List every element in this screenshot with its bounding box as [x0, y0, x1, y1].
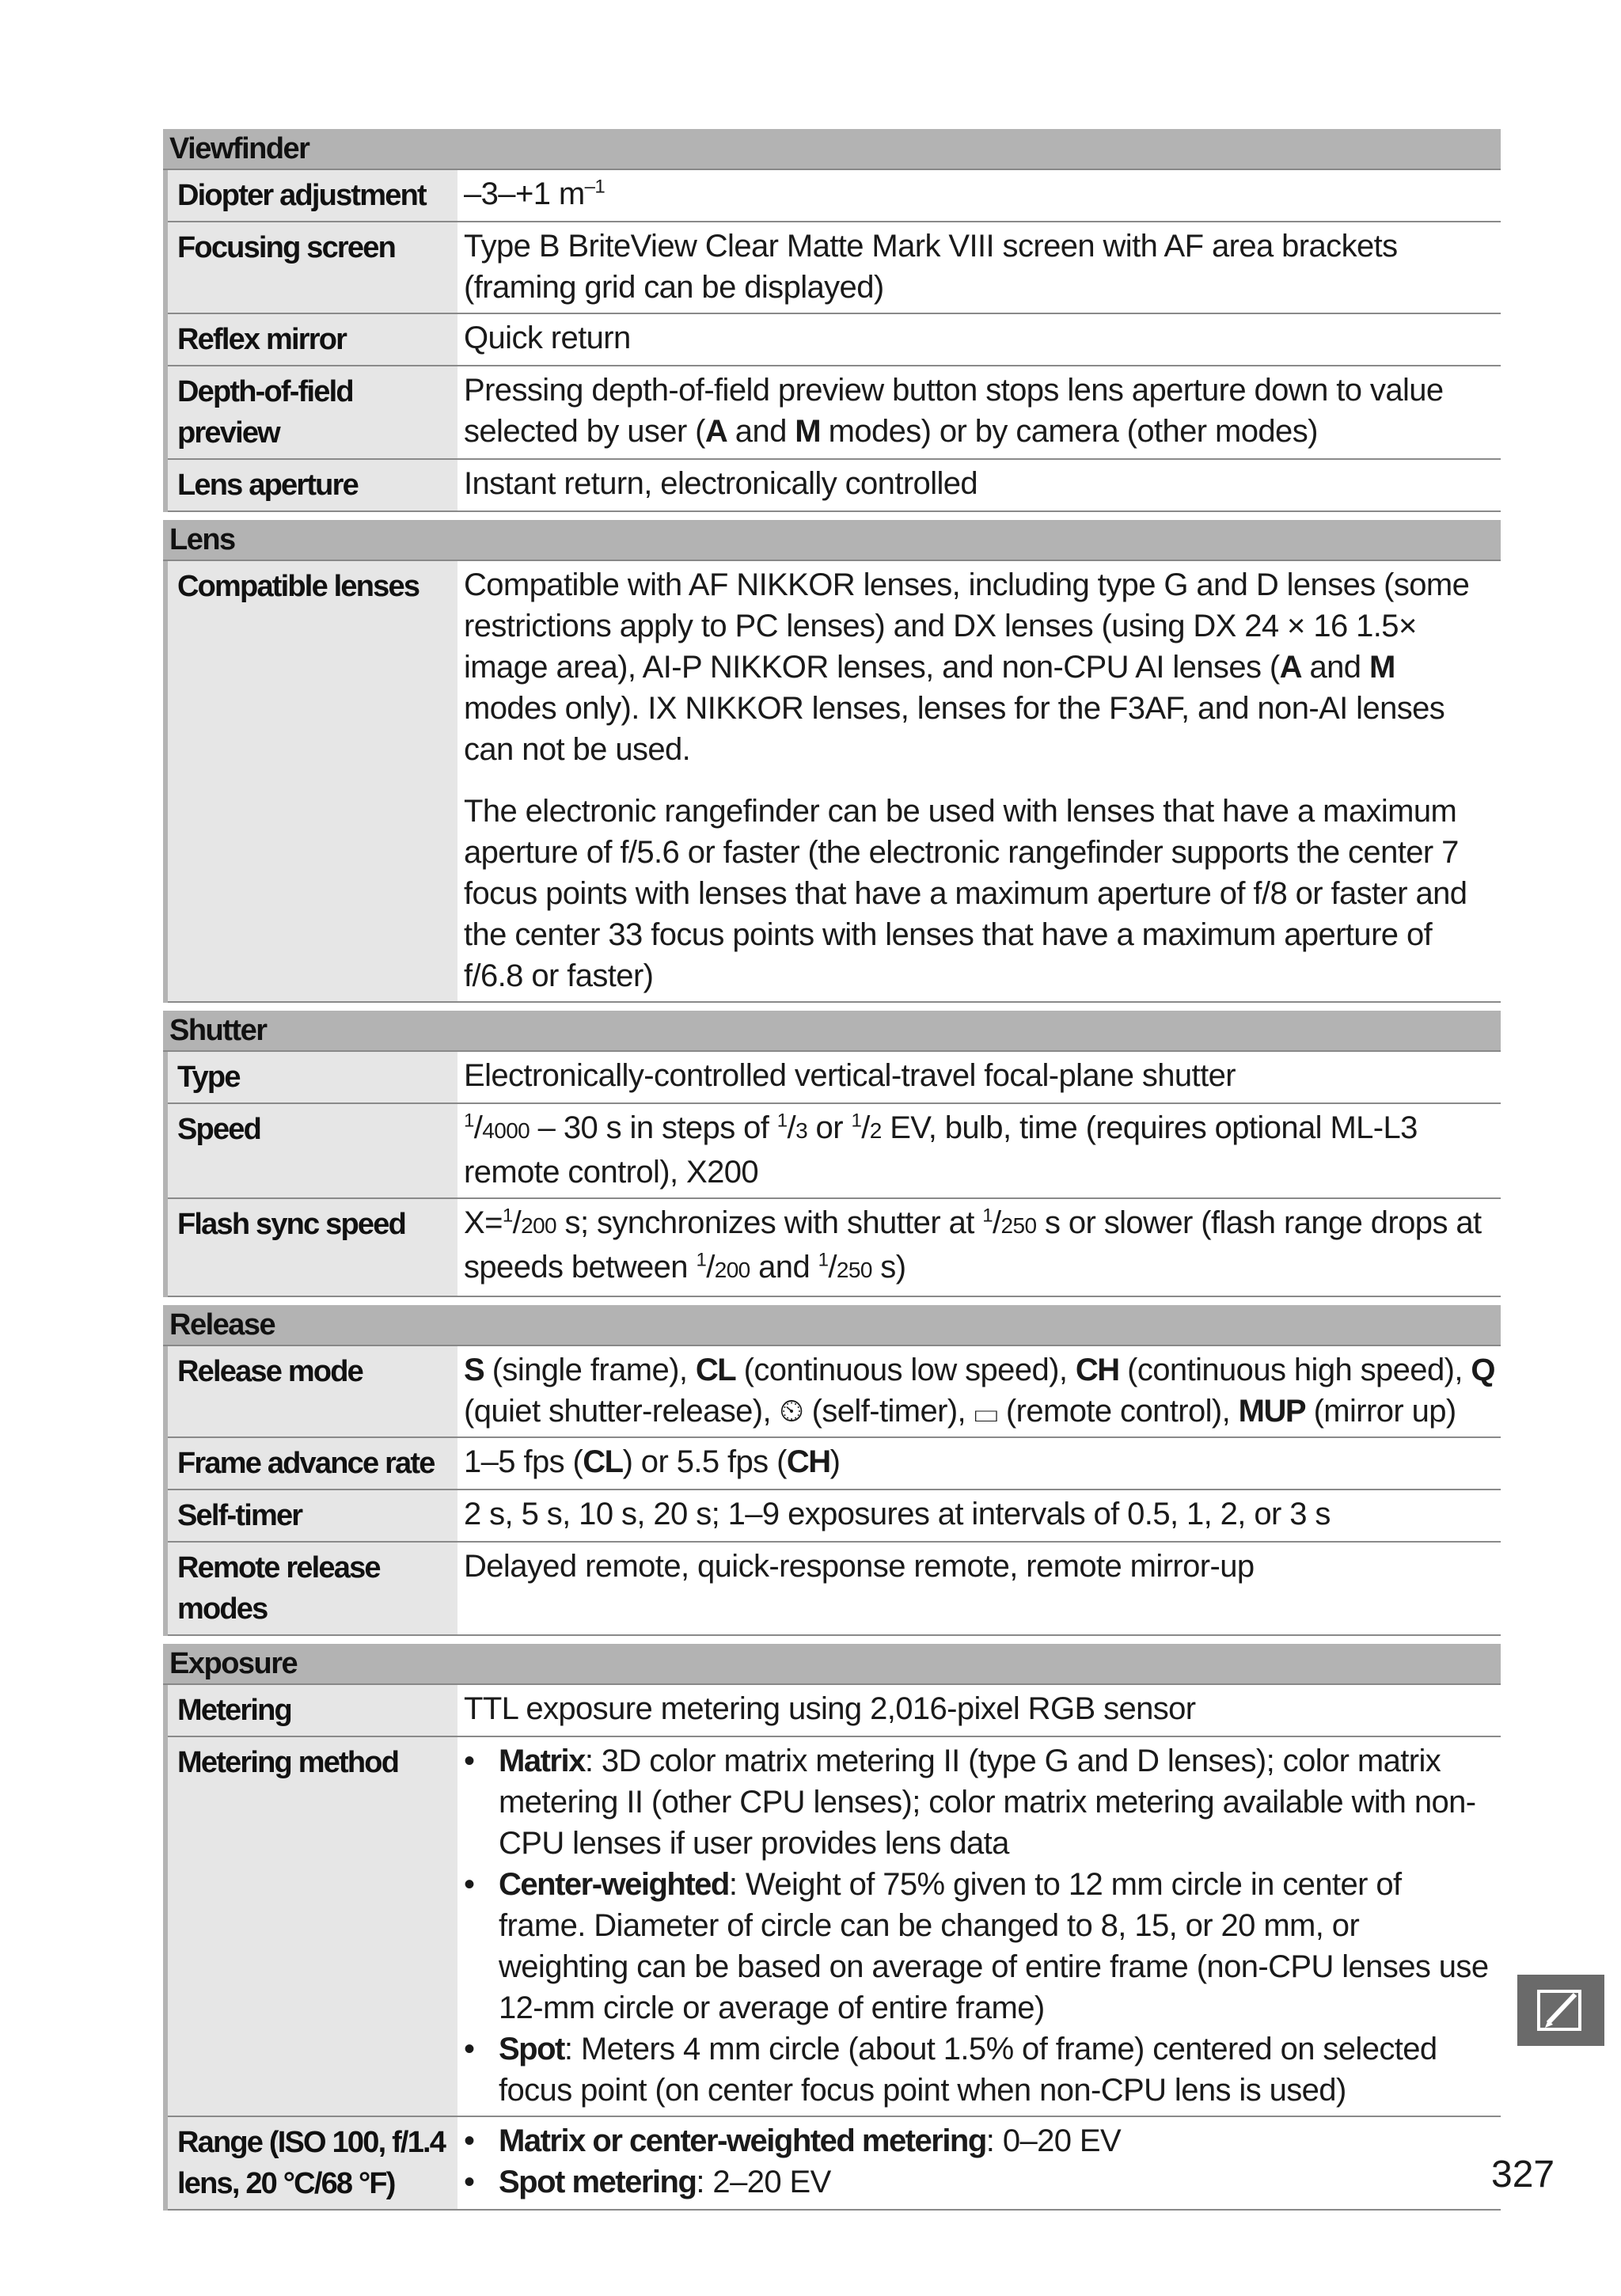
value-text: s)	[871, 1250, 906, 1285]
spec-label: Diopter adjustment	[168, 170, 457, 221]
fraction-numerator: 1	[851, 1110, 862, 1132]
spec-row	[168, 1490, 1501, 1543]
spec-label: Speed	[168, 1104, 457, 1197]
fraction-denominator: 3	[795, 1118, 808, 1143]
quiet-release-symbol: Q	[1471, 1353, 1494, 1387]
value-text: modes only). IX NIKKOR lenses, lenses for the F3AF, and non-AI lenses can not be used.	[464, 691, 1445, 767]
spec-value: $^1$/4000 – 30 s in steps of $^1$/3 or $^1$/2 EV, bulb, time (requires optional ML-L3 remote control), X200	[464, 1110, 1418, 1190]
exponent: –1	[584, 176, 606, 198]
spec-value	[457, 1438, 1501, 1489]
single-frame-symbol: S	[464, 1353, 484, 1387]
spec-value: Instant return, electronically controlled	[464, 466, 978, 501]
section-shutter	[163, 1011, 1501, 1297]
spec-label: Range (ISO 100, f/1.4 lens, 20 °C/68 °F)	[168, 2117, 457, 2209]
continuous-low-symbol: CL	[695, 1353, 736, 1387]
spec-row	[168, 1685, 1501, 1737]
value-text: X=	[464, 1205, 503, 1240]
value-text: modes) or by camera (other modes)	[820, 414, 1318, 449]
value-text: s; synchronizes with shutter at	[556, 1205, 983, 1240]
section-release	[163, 1305, 1501, 1636]
value-text: (self-timer),	[803, 1394, 974, 1429]
value-text: )	[829, 1444, 841, 1479]
spec-label: Focusing screen	[168, 222, 457, 313]
list-text: : 2–20 EV	[696, 2165, 831, 2199]
value-text: or	[807, 1110, 852, 1145]
spec-row	[168, 366, 1501, 460]
spec-label: Metering	[168, 1685, 457, 1736]
spec-row	[168, 1438, 1501, 1490]
bullet: •	[464, 1867, 475, 1902]
value-text: (remote control),	[997, 1394, 1239, 1429]
spec-label: Compatible lenses	[168, 561, 457, 1001]
list-item	[464, 2161, 1494, 2203]
value-text: Compatible with AF NIKKOR lenses, including type G and D lenses (some restrictions apply to PC lenses) and DX lenses (using DX 24 × 16 1.5× image area), AI-P NIKKOR lenses, and non-CPU AI lenses (	[464, 567, 1470, 685]
list-term: Spot	[499, 2032, 564, 2066]
spec-row	[168, 1052, 1501, 1104]
value-text: and	[727, 414, 795, 449]
list-item	[464, 1740, 1494, 1864]
self-timer-icon: ⏲	[779, 1394, 804, 1429]
list-item	[464, 2120, 1494, 2161]
section-lens	[163, 520, 1501, 1003]
section-exposure	[163, 1644, 1501, 2211]
spec-value	[457, 561, 1501, 1001]
list-text: : Meters 4 mm circle (about 1.5% of frame) centered on selected focus point (on center focus point when non-CPU lens is used)	[499, 2032, 1437, 2108]
spec-label: Reflex mirror	[168, 314, 457, 365]
spec-value: Electronically-controlled vertical-travel focal-plane shutter	[464, 1058, 1236, 1093]
spec-row	[168, 314, 1501, 366]
value-text: 1–5 fps (	[464, 1444, 583, 1479]
value-text: – 30 s in steps of	[530, 1110, 777, 1145]
fraction-denominator: 250	[836, 1258, 872, 1282]
list-term: Matrix	[499, 1744, 585, 1778]
value-text: (quiet shutter-release),	[464, 1394, 780, 1429]
fraction-numerator: 1	[776, 1110, 788, 1132]
spec-label: Lens aperture	[168, 460, 457, 510]
continuous-low-symbol: CL	[583, 1444, 623, 1479]
spec-label: Frame advance rate	[168, 1438, 457, 1489]
spec-row	[168, 561, 1501, 1003]
spec-row	[168, 170, 1501, 222]
spec-row	[168, 460, 1501, 512]
value-text: EV, bulb, time (requires optional ML-L3 remote control), X200	[464, 1110, 1418, 1190]
paragraph	[464, 564, 1494, 770]
fraction-numerator: 1	[982, 1205, 993, 1227]
list-term: Center-weighted	[499, 1867, 729, 1902]
spec-row	[168, 1543, 1501, 1636]
spec-value: X=$^1$/200 s; synchronizes with shutter at $^1$/250 s or slower (flash range drops at speeds between $^1$/200 and $^1$/250 s)	[464, 1205, 1482, 1285]
value-text: Pressing depth-of-field preview button stops lens aperture down to value selected by user (	[464, 373, 1444, 449]
spec-row	[168, 1737, 1501, 2117]
spec-value: Quick return	[464, 321, 631, 355]
list-item	[464, 1864, 1494, 2028]
fraction-numerator: 1	[696, 1249, 707, 1271]
bullet: •	[464, 2123, 475, 2158]
spec-label: Metering method	[168, 1737, 457, 2116]
list-term: Spot metering	[499, 2165, 697, 2199]
spec-row	[168, 2117, 1501, 2211]
pencil-note-icon	[1532, 1985, 1589, 2036]
fraction-numerator: 1	[464, 1110, 474, 1132]
value-text: and	[1301, 650, 1369, 685]
fraction-denominator: 250	[1000, 1213, 1037, 1238]
bullet: •	[464, 2032, 475, 2066]
spec-value	[457, 366, 1501, 458]
mirror-up-symbol: MUP	[1238, 1394, 1306, 1429]
section-viewfinder	[163, 129, 1501, 512]
list-text: : 3D color matrix metering II (type G and D lenses); color matrix metering II (other CPU lenses); color matrix metering available with non-CPU lenses if user provides lens data	[499, 1744, 1476, 1861]
continuous-high-symbol: CH	[1075, 1353, 1119, 1387]
spec-label: Type	[168, 1052, 457, 1102]
mode-a-symbol: A	[1279, 650, 1301, 685]
mode-m-symbol: M	[1369, 650, 1395, 685]
spec-value	[457, 1346, 1501, 1436]
spec-value: Type B BriteView Clear Matte Mark VIII screen with AF area brackets (framing grid can be displayed)	[464, 229, 1398, 305]
list-item	[464, 2028, 1494, 2111]
spec-value	[457, 2117, 1501, 2209]
bullet: •	[464, 1744, 475, 1778]
notes-tab-icon[interactable]	[1517, 1975, 1604, 2046]
fraction-denominator: 2	[869, 1118, 882, 1143]
remote-control-icon: ▭	[974, 1394, 998, 1429]
spec-label: Self-timer	[168, 1490, 457, 1541]
value-text: s or slower (flash range drops at speeds between	[464, 1205, 1482, 1285]
spec-label: Release mode	[168, 1346, 457, 1436]
section-title: Exposure	[163, 1644, 1501, 1685]
spec-label: Remote release modes	[168, 1543, 457, 1634]
fraction-numerator: 1	[818, 1249, 829, 1271]
continuous-high-symbol: CH	[786, 1444, 830, 1479]
spec-value	[457, 170, 1501, 221]
mode-m-symbol: M	[795, 414, 821, 449]
spec-value: Delayed remote, quick-response remote, remote mirror-up	[464, 1549, 1255, 1584]
spec-value: 2 s, 5 s, 10 s, 20 s; 1–9 exposures at intervals of 0.5, 1, 2, or 3 s	[464, 1497, 1331, 1531]
list-text: : 0–20 EV	[985, 2123, 1122, 2158]
spec-label: Flash sync speed	[168, 1199, 457, 1296]
spec-row	[168, 222, 1501, 314]
list-text: : Weight of 75% given to 12 mm circle in center of frame. Diameter of circle can be changed to 8, 15, or 20 mm, or weighting can be based on average of entire frame (non-CPU lenses use 12-mm circle or average of entire frame)	[499, 1867, 1489, 2025]
fraction-numerator: 1	[502, 1205, 513, 1227]
mode-a-symbol: A	[704, 414, 727, 449]
spec-table	[163, 129, 1501, 2218]
section-title: Lens	[163, 520, 1501, 561]
value-text: (continuous high speed),	[1118, 1353, 1471, 1387]
spec-row	[168, 1199, 1501, 1297]
value-text: –3–+1 m	[464, 176, 585, 211]
value-text: ) or 5.5 fps (	[622, 1444, 787, 1479]
section-title: Release	[163, 1305, 1501, 1346]
value-text: (mirror up)	[1305, 1394, 1456, 1429]
spec-label: Depth-of-field preview	[168, 366, 457, 458]
spec-value: TTL exposure metering using 2,016-pixel RGB sensor	[464, 1691, 1196, 1726]
value-text: (continuous low speed),	[735, 1353, 1076, 1387]
list-term: Matrix or center-weighted metering	[499, 2123, 986, 2158]
fraction-denominator: 200	[714, 1258, 750, 1282]
fraction-denominator: 200	[521, 1213, 557, 1238]
spec-row	[168, 1346, 1501, 1438]
bullet: •	[464, 2165, 475, 2199]
spec-row	[168, 1104, 1501, 1199]
value-text: and	[750, 1250, 818, 1285]
section-title: Shutter	[163, 1011, 1501, 1052]
paragraph: The electronic rangefinder can be used with lenses that have a maximum aperture of f/5.6 or faster (the electronic rangefinder supports the center 7 focus points with lenses that have a maximum aperture of f/8 or faster and the center 33 focus points with lenses that have a maximum aperture of f/6.8 or faster)	[464, 794, 1467, 993]
value-text: (single frame),	[484, 1353, 696, 1387]
page-number: 327	[1491, 2154, 1555, 2195]
fraction-denominator: 4000	[482, 1118, 530, 1143]
section-title: Viewfinder	[163, 129, 1501, 170]
spec-value	[457, 1737, 1501, 2116]
